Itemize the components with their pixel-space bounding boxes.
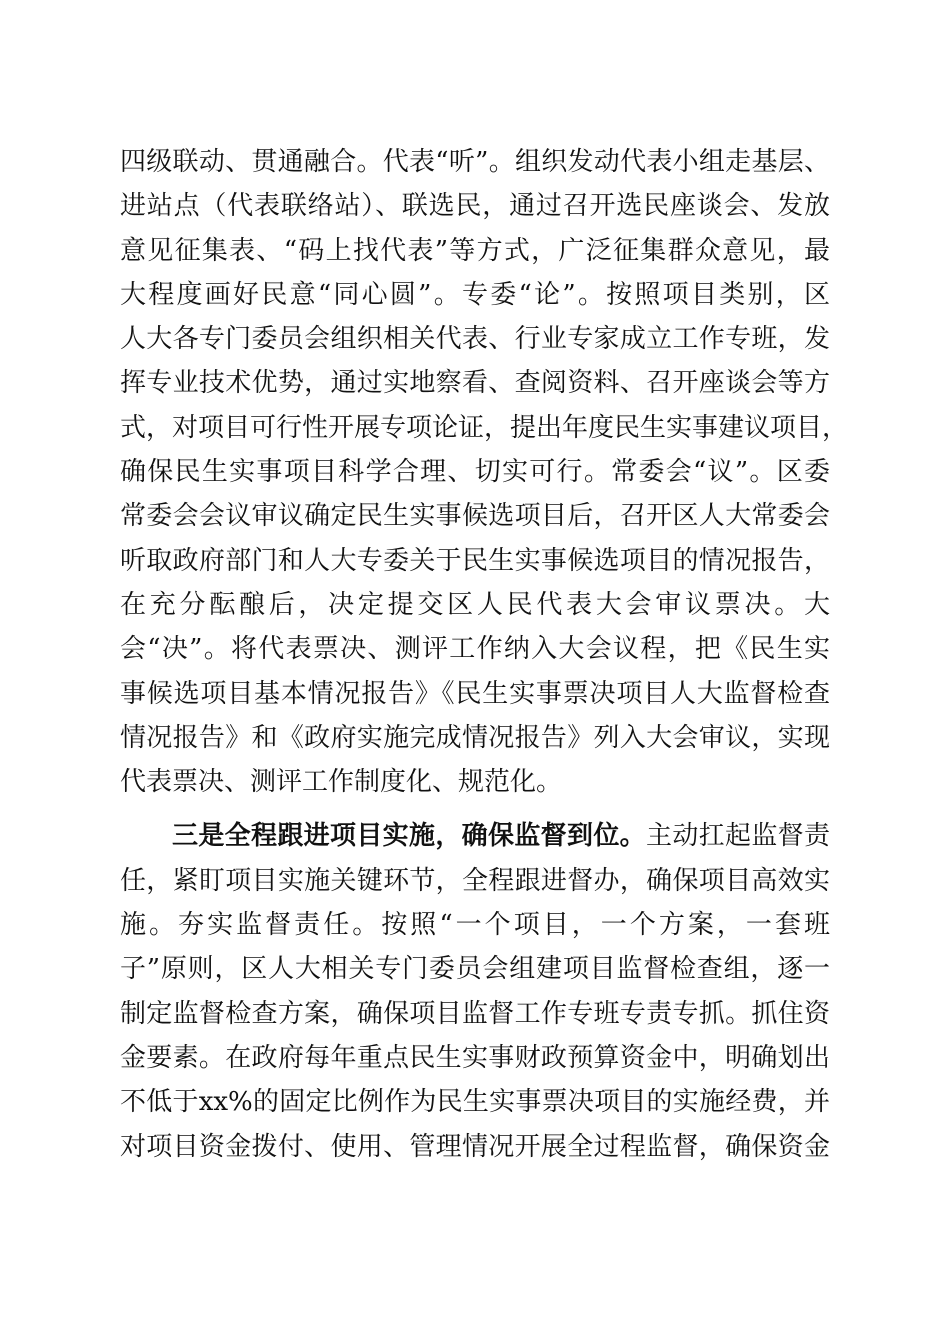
text-line: 制定监督检查方案，确保项目监督工作专班专责专抓。抓住资 xyxy=(120,998,830,1029)
section-heading: 三是全程跟进项目实施，确保监督到位。 xyxy=(172,821,646,852)
text-line: 子”原则，区人大相关专门委员会组建项目监督检查组，逐一 xyxy=(120,954,830,985)
paragraph-2 xyxy=(120,814,830,1168)
text-line: 进站点（代表联络站）、联选民，通过召开选民座谈会、发放 xyxy=(120,191,830,222)
text-line: 对项目资金拨付、使用、管理情况开展全过程监督，确保资金 xyxy=(120,1131,830,1162)
paragraph-1 xyxy=(120,140,849,804)
text-line: 常委会会议审议确定民生实事候选项目后，召开区人大常委会 xyxy=(120,501,830,532)
text-line: 事候选项目基本情况报告》《民生实事票决项目人大监督检查 xyxy=(120,678,830,709)
text-line: 不低于xx%的固定比例作为民生实事票决项目的实施经费，并 xyxy=(120,1087,830,1118)
text-run: 主动扛起监督责 xyxy=(645,821,830,852)
text-line: 式，对项目可行性开展专项论证，提出年度民生实事建议项目， xyxy=(120,412,849,443)
text-line: 会“决”。将代表票决、测评工作纳入大会议程，把《民生实 xyxy=(120,634,830,665)
paragraph-gap xyxy=(120,804,830,814)
text-line: 金要素。在政府每年重点民生实事财政预算资金中，明确划出 xyxy=(120,1042,830,1073)
paragraph-first-line xyxy=(120,814,830,858)
text-line: 代表票决、测评工作制度化、规范化。 xyxy=(120,767,563,798)
text-line: 四级联动、贯通融合。代表“听”。组织发动代表小组走基层、 xyxy=(120,147,830,177)
document-body xyxy=(120,140,849,1169)
text-line: 大程度画好民意“同心圆”。专委“论”。按照项目类别，区 xyxy=(120,279,830,310)
text-line: 确保民生实事项目科学合理、切实可行。常委会“议”。区委 xyxy=(120,457,830,488)
text-line: 人大各专门委员会组织相关代表、行业专家成立工作专班，发 xyxy=(120,324,830,355)
text-line: 意见征集表、“码上找代表”等方式，广泛征集群众意见，最 xyxy=(120,235,830,266)
text-line: 挥专业技术优势，通过实地察看、查阅资料、召开座谈会等方 xyxy=(120,368,830,399)
text-line: 在充分酝酿后，决定提交区人民代表大会审议票决。大 xyxy=(120,589,830,620)
text-line: 情况报告》和《政府实施完成情况报告》列入大会审议，实现 xyxy=(120,722,830,753)
text-line: 任，紧盯项目实施关键环节，全程跟进督办，确保项目高效实 xyxy=(120,865,830,896)
text-line: 施。夯实监督责任。按照“一个项目，一个方案，一套班 xyxy=(120,910,830,941)
text-line: 听取政府部门和人大专委关于民生实事候选项目的情况报告， xyxy=(120,545,830,576)
